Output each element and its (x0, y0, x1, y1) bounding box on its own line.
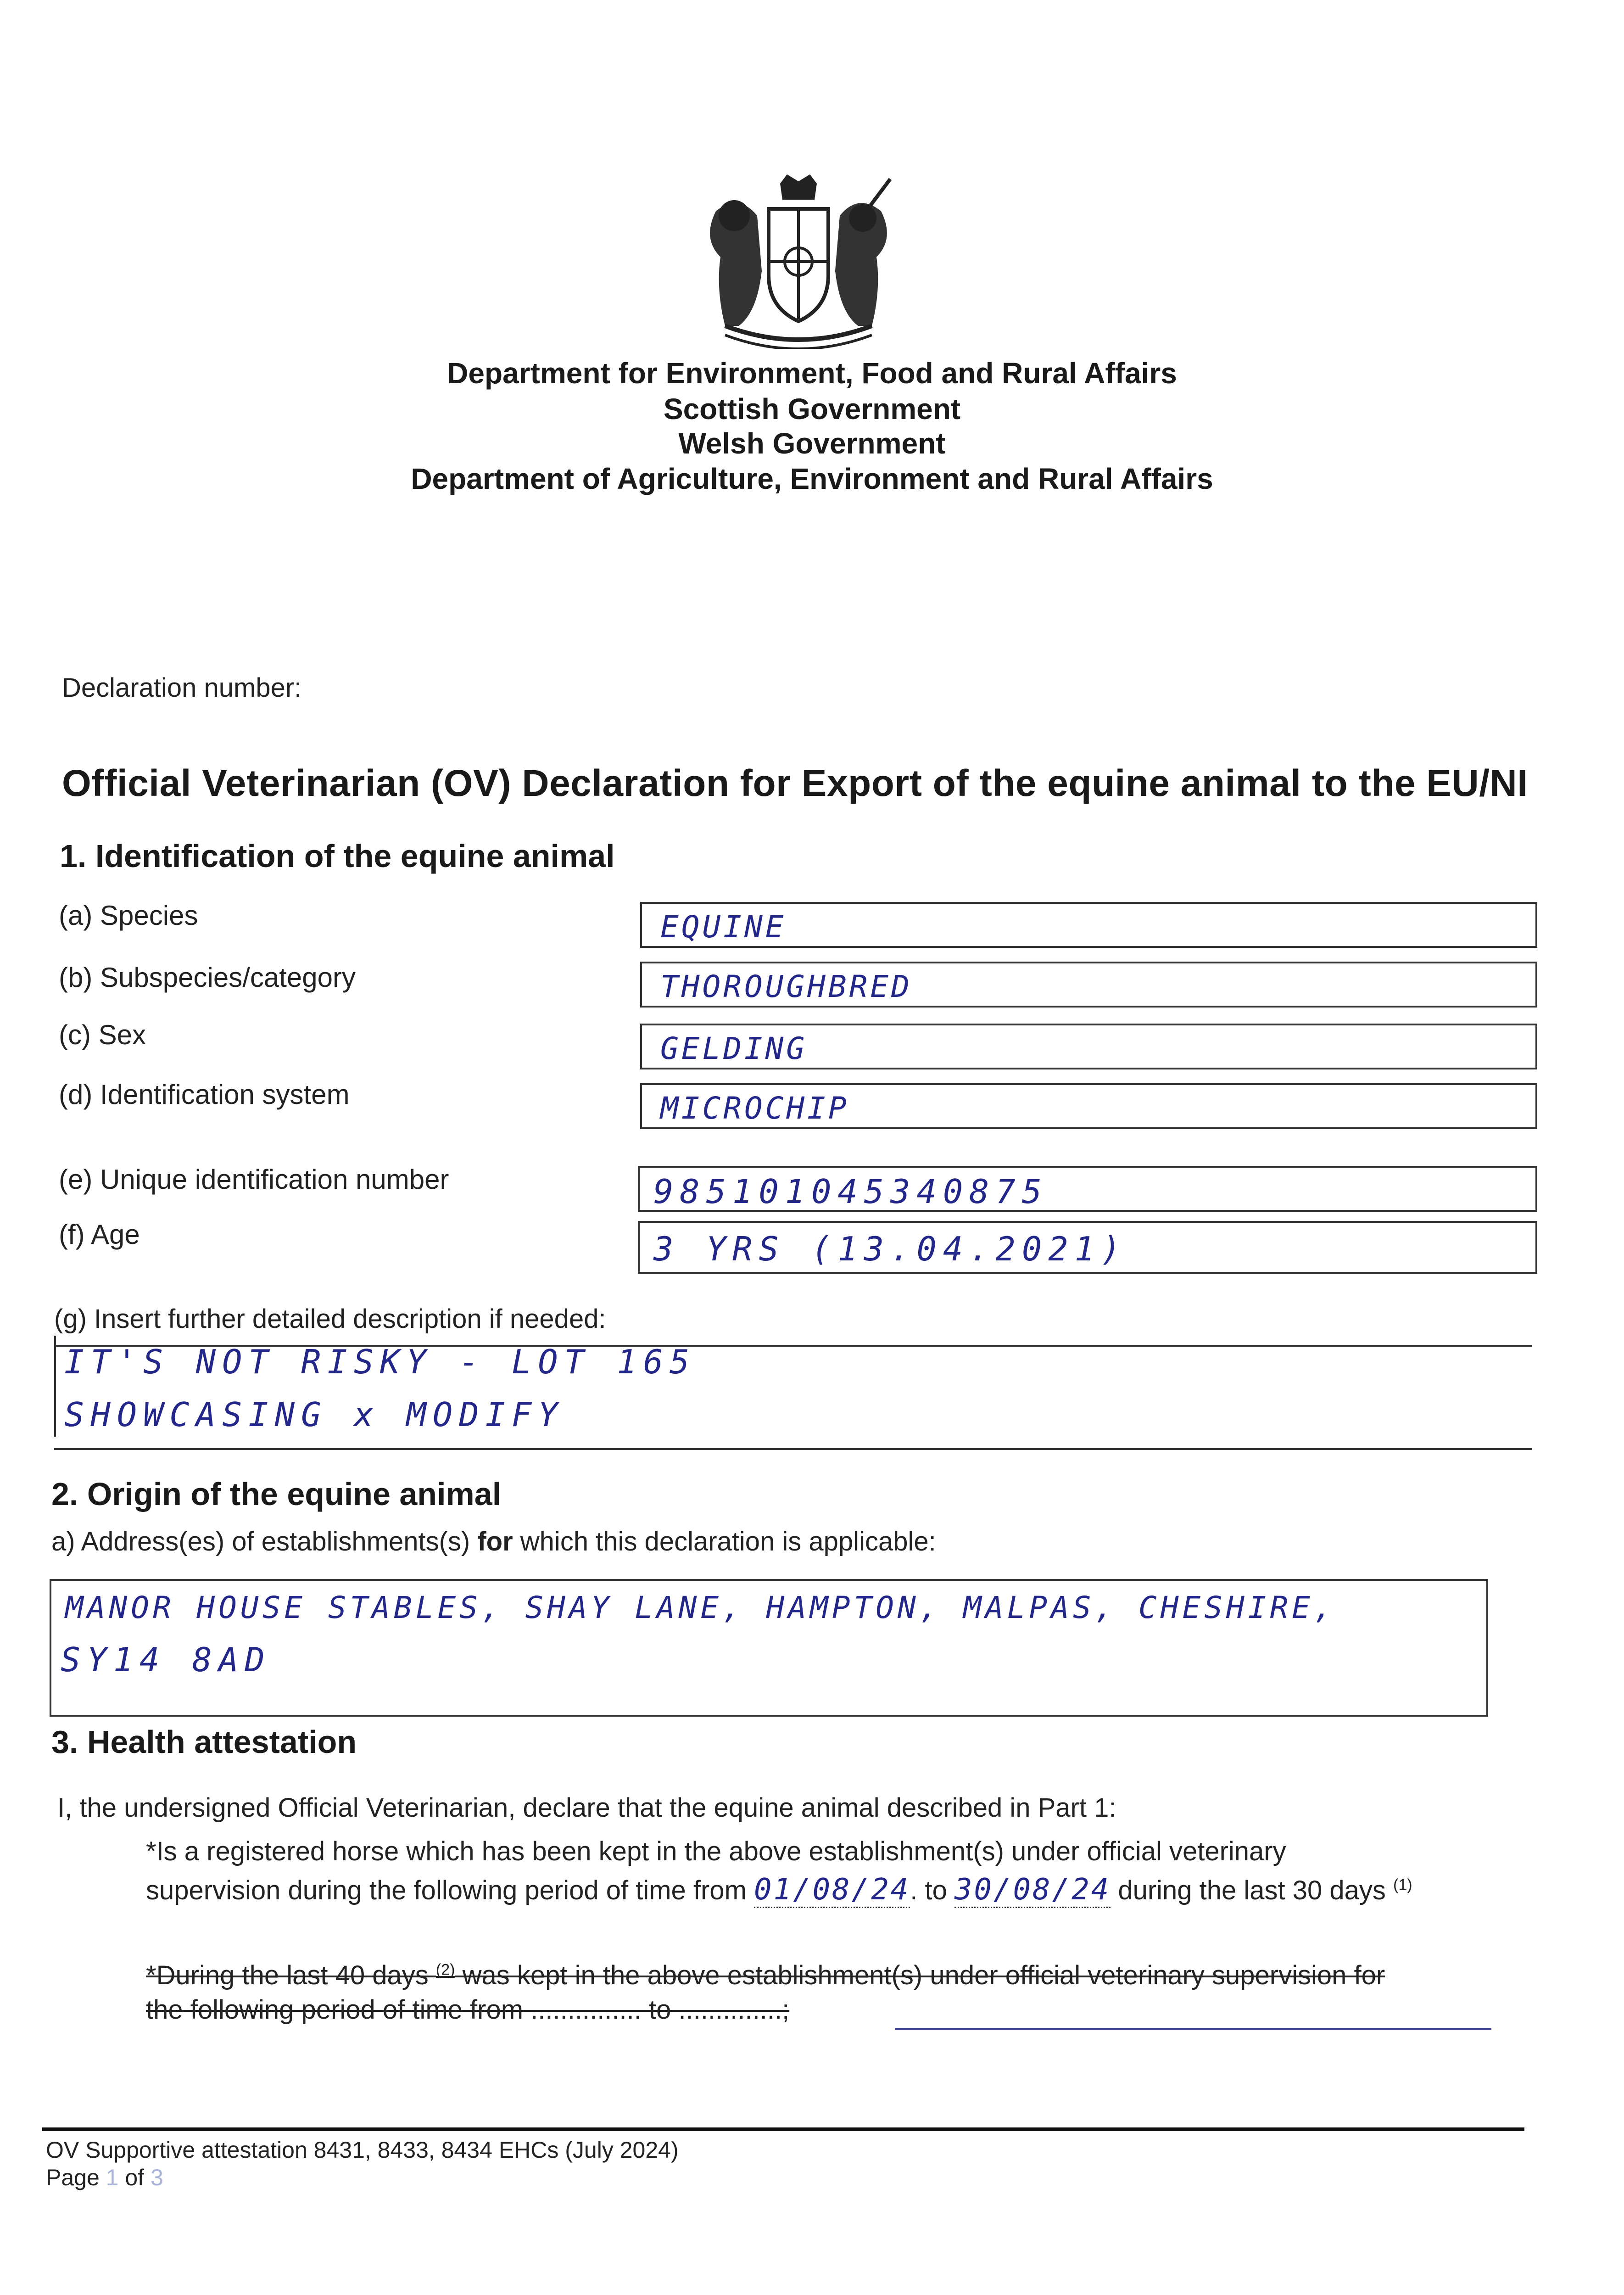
struck-line-1 (146, 1960, 1385, 1991)
attestation-to: . to (910, 1875, 954, 1905)
id-system-value: MICROCHIP (660, 1091, 849, 1126)
sex-field[interactable] (640, 1024, 1537, 1069)
description-left-border (54, 1336, 56, 1437)
age-label: (f) Age (59, 1219, 140, 1250)
id-system-label: (d) Identification system (59, 1079, 350, 1110)
subspecies-field[interactable] (640, 962, 1537, 1008)
section-3-heading: 3. Health attestation (51, 1724, 357, 1760)
department-line-3: Welsh Government (678, 427, 946, 460)
address-line-1: MANOR HOUSE STABLES, SHAY LANE, HAMPTON, MALPAS, CHESHIRE, (65, 1590, 1336, 1625)
strike-through-pen-line (895, 2028, 1491, 2030)
department-line-1: Department for Environment, Food and Rural Affairs (447, 357, 1177, 390)
subspecies-value: THOROUGHBRED (660, 969, 912, 1004)
uid-label: (e) Unique identification number (59, 1164, 449, 1195)
department-line-2: Scottish Government (663, 392, 961, 425)
page-title: Official Veterinarian (OV) Declaration for Export of the equine animal to the EU/NI (62, 762, 1528, 804)
attestation-post: during the last 30 days (1111, 1875, 1394, 1905)
attestation-pre: supervision during the following period of time from (146, 1875, 754, 1905)
footer-rule (42, 2127, 1524, 2131)
department-line-4: Department of Agriculture, Environment and Rural Affairs (411, 462, 1213, 495)
species-value: EQUINE (660, 909, 787, 945)
section-2-heading: 2. Origin of the equine animal (51, 1476, 502, 1512)
struck-pre: *During the last 40 days (146, 1960, 436, 1990)
page-word: Page (46, 2165, 106, 2190)
health-intro: I, the undersigned Official Veterinarian, declare that the equine animal described in Part 1: (57, 1793, 1116, 1823)
sex-value: GELDING (660, 1031, 808, 1066)
footer-attestation: OV Supportive attestation 8431, 8433, 8434 EHCs (July 2024) (46, 2137, 679, 2163)
crest-icon (688, 174, 909, 349)
description-label: (g) Insert further detailed description if needed: (54, 1304, 606, 1334)
uid-field[interactable] (638, 1166, 1537, 1212)
age-value: 3 YRS (13.04.2021) (653, 1230, 1127, 1268)
page-total: 3 (150, 2165, 163, 2190)
species-field[interactable] (640, 902, 1537, 948)
address-field[interactable] (50, 1579, 1488, 1717)
attestation-note-1: (1) (1393, 1876, 1412, 1894)
subspecies-label: (b) Subspecies/category (59, 962, 356, 993)
attestation-line-1: *Is a registered horse which has been kept in the above establishment(s) under official veterinary (146, 1836, 1286, 1866)
page-current: 1 (106, 2165, 119, 2190)
address-label-pre: a) Address(es) of establishments(s) (51, 1527, 478, 1556)
address-label-bold: for (477, 1527, 513, 1556)
attestation-line-2 (146, 1873, 1412, 1907)
address-line-2: SY14 8AD (61, 1640, 271, 1679)
uid-value: 985101045340875 (653, 1172, 1049, 1211)
address-label-post: which this declaration is applicable: (513, 1527, 936, 1556)
description-line-1: IT'S NOT RISKY - LOT 165 (64, 1343, 696, 1381)
struck-note-2: (2) (435, 1961, 455, 1979)
date-from-value[interactable]: 01/08/24 (754, 1873, 910, 1908)
address-label (51, 1526, 936, 1557)
section-1-heading: 1. Identification of the equine animal (60, 838, 615, 874)
description-bottom-rule (54, 1448, 1532, 1450)
id-system-field[interactable] (640, 1083, 1537, 1129)
struck-post: was kept in the above establishment(s) under official veterinary supervision for (455, 1960, 1385, 1990)
struck-line-2: the following period of time from ............... to ..............; (146, 1995, 790, 2025)
description-line-2: SHOWCASING x MODIFY (64, 1395, 564, 1434)
page-number (46, 2164, 163, 2191)
date-to-value[interactable]: 30/08/24 (954, 1873, 1111, 1908)
species-label: (a) Species (59, 900, 198, 931)
age-field[interactable] (638, 1221, 1537, 1274)
declaration-number-label: Declaration number: (62, 673, 302, 703)
page-of: of (118, 2165, 151, 2190)
sex-label: (c) Sex (59, 1019, 146, 1050)
